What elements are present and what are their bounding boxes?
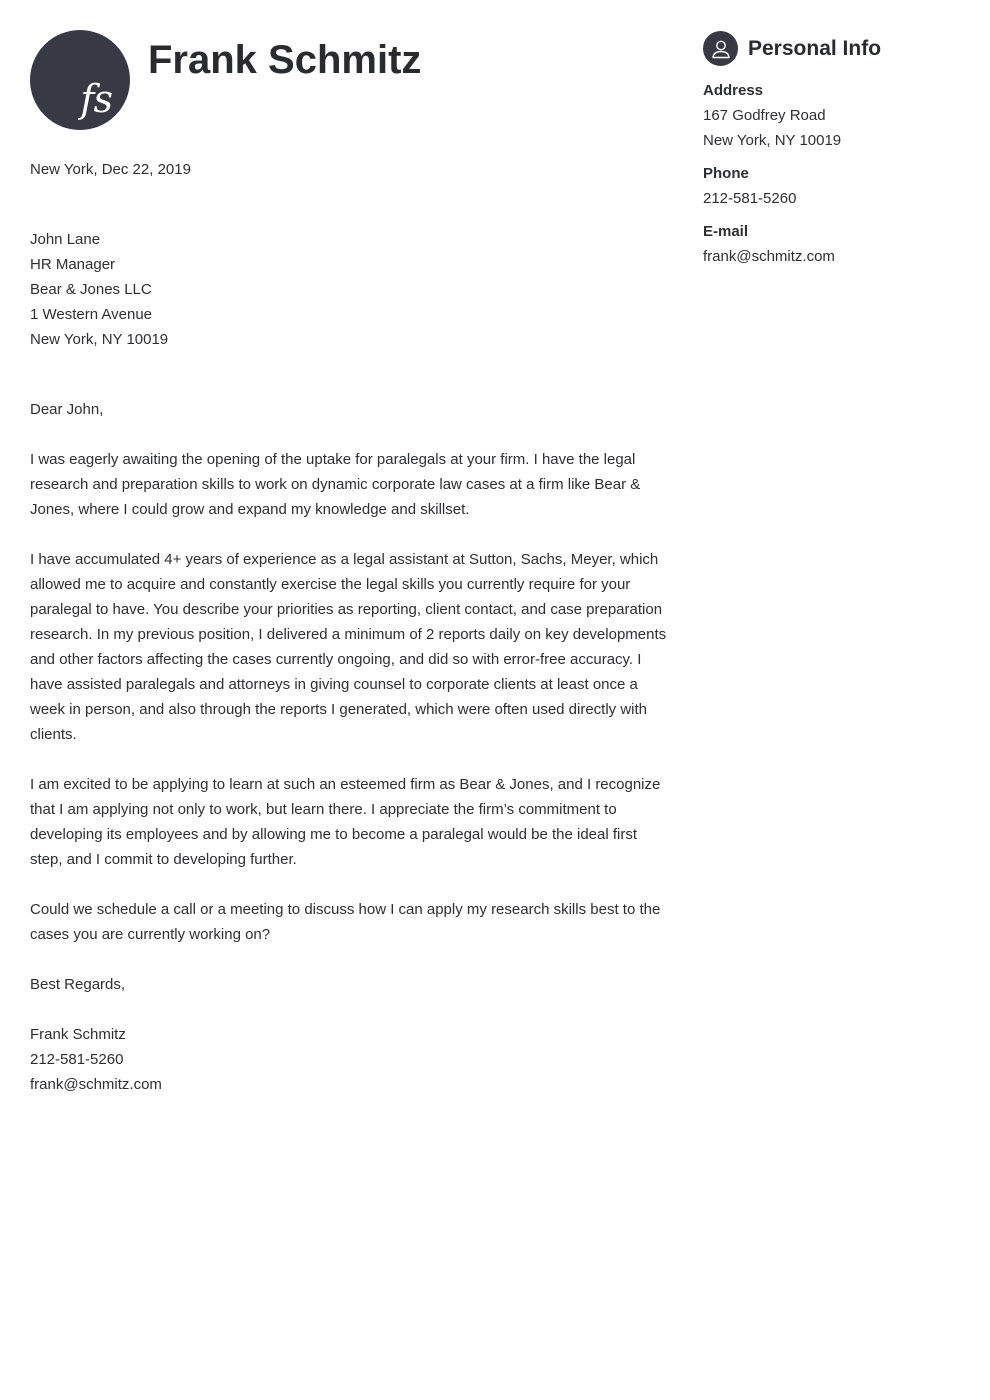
letter-body xyxy=(30,157,670,1097)
paragraph-call-to-action: Could we schedule a call or a meeting to discuss how I can apply my research skills best to the cases you are currently working on? xyxy=(30,901,661,943)
closing: Best Regards, xyxy=(30,976,126,993)
personal-info-header xyxy=(703,31,963,66)
recipient-city: New York, NY 10019 xyxy=(30,331,169,348)
recipient-name: John Lane xyxy=(30,231,101,248)
salutation: Dear John, xyxy=(30,401,104,418)
phone-block xyxy=(703,161,963,211)
monogram-avatar xyxy=(30,30,130,130)
signature-email: frank@schmitz.com xyxy=(30,1076,162,1093)
letter-date: New York, Dec 22, 2019 xyxy=(30,161,191,178)
recipient-street: 1 Western Avenue xyxy=(30,306,153,323)
address-line-2: New York, NY 10019 xyxy=(703,132,842,149)
applicant-name: Frank Schmitz xyxy=(148,38,422,82)
email-value: frank@schmitz.com xyxy=(703,248,835,265)
address-line-1: 167 Godfrey Road xyxy=(703,107,826,124)
person-icon xyxy=(703,31,738,66)
address-block xyxy=(703,78,963,153)
signature-phone: 212-581-5260 xyxy=(30,1051,124,1068)
signature-name: Frank Schmitz xyxy=(30,1026,126,1043)
paragraph-experience: I have accumulated 4+ years of experience as a legal assistant at Sutton, Sachs, Meyer, which allowed me to acquire and constantly exercise the legal skills you currently require for your paralegal to have. You describe your priorities as reporting, client contact, and case preparation research. In my previous position, I delivered a minimum of 2 reports daily on key developments and other factors affecting the cases currently ongoing, and did so with error-free accuracy. I have assisted paralegals and attorneys in giving counsel to corporate clients at least once a week in person, and also through the reports I generated, which were often used directly with clients. xyxy=(30,551,667,743)
recipient-block xyxy=(30,227,670,352)
recipient-company: Bear & Jones LLC xyxy=(30,281,152,298)
monogram-initials: fs xyxy=(80,77,112,121)
personal-info-sidebar xyxy=(703,31,963,277)
email-label: E-mail xyxy=(703,223,749,240)
signature-block xyxy=(30,1022,670,1097)
email-block xyxy=(703,219,963,269)
address-label: Address xyxy=(703,82,764,99)
phone-value: 212-581-5260 xyxy=(703,190,797,207)
recipient-title: HR Manager xyxy=(30,256,116,273)
paragraph-motivation: I am excited to be applying to learn at such an esteemed firm as Bear & Jones, and I recognize that I am applying not only to work, but learn there. I appreciate the firm’s commitment to developing its employees and by allowing me to become a paralegal would be the ideal first step, and I commit to developing further. xyxy=(30,776,661,868)
paragraph-intro: I was eagerly awaiting the opening of the uptake for paralegals at your firm. I have the legal research and preparation skills to work on dynamic corporate law cases at a firm like Bear & Jones, where I could grow and expand my knowledge and skillset. xyxy=(30,451,641,518)
personal-info-title: Personal Info xyxy=(748,37,882,60)
phone-label: Phone xyxy=(703,165,749,182)
